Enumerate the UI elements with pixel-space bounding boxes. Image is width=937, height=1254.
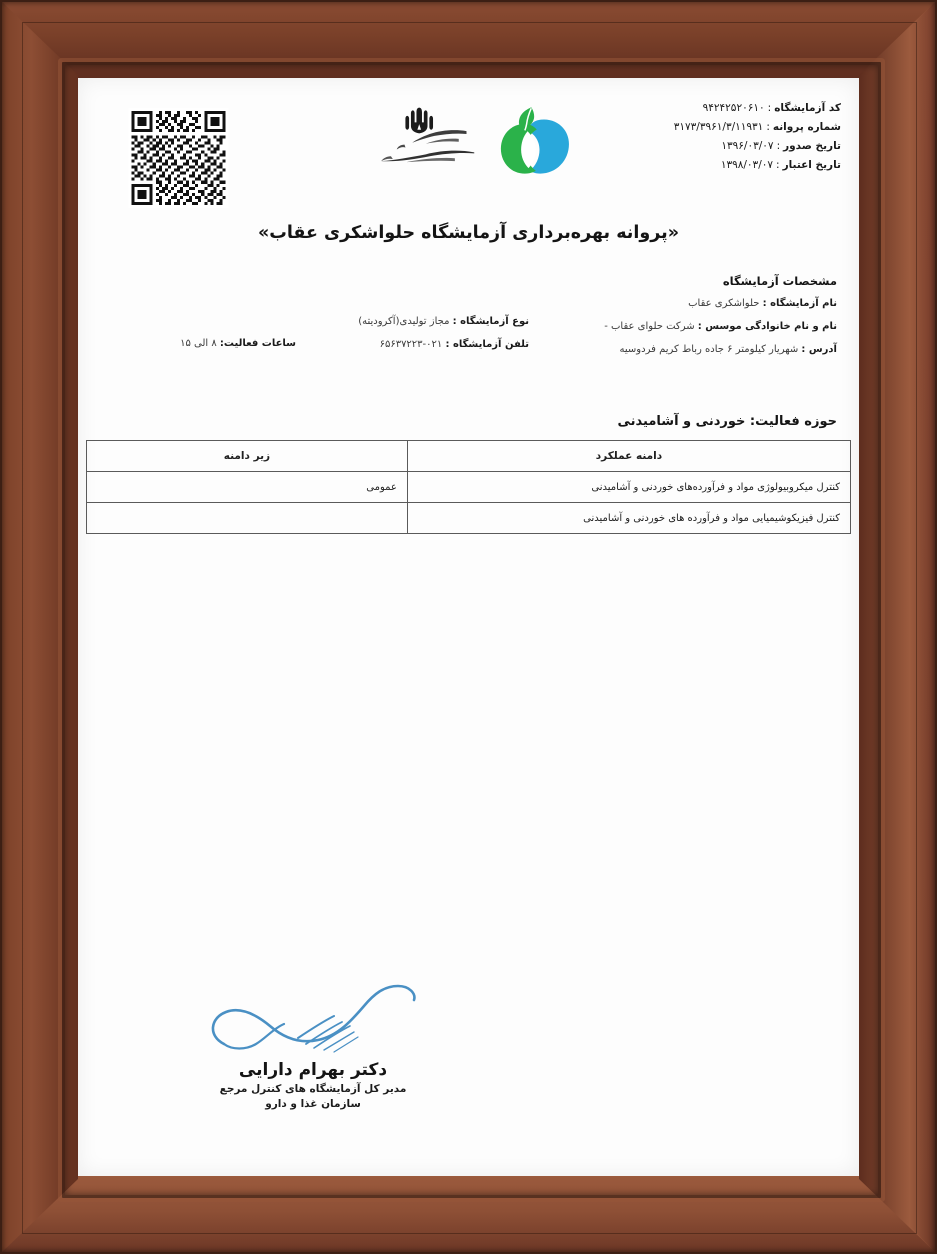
scope-table-head: [87, 441, 851, 472]
qr-code-icon[interactable]: [125, 108, 232, 208]
column-header-subdomain: زیر دامنه: [87, 441, 408, 472]
meta-label-lab-code: کد آزمایشگاه: [774, 102, 841, 114]
frame-bevel-right: [859, 0, 937, 1254]
certificate-document: [78, 78, 859, 1176]
signer-role-line2: سازمان غذا و دارو: [265, 1098, 361, 1111]
spec-lab-type-label: نوع آزمایشگاه :: [452, 316, 529, 327]
meta-row-expiry-date: [581, 160, 841, 171]
spec-lab-name: [537, 298, 837, 309]
meta-label-license-number: شماره پروانه: [772, 121, 841, 133]
meta-label-expiry-date: تاریخ اعتبار: [782, 159, 841, 171]
spec-lab-name-label: نام آزمایشگاه :: [762, 298, 837, 309]
meta-value-issue-date: ۱۳۹۶/۰۳/۰۷: [721, 140, 774, 152]
frame-bevel-bottom: [0, 1176, 937, 1254]
spec-address: [537, 344, 837, 355]
meta-value-lab-code: ۹۴۲۴۲۵۲۰۶۱۰: [702, 102, 765, 114]
meta-colon: :: [767, 102, 772, 114]
fda-apple-logo-icon: [488, 100, 580, 192]
meta-value-expiry-date: ۱۳۹۸/۰۳/۰۷: [720, 159, 774, 171]
meta-value-license-number: ۳۱۷۳/۳۹۶۱/۳/۱۱۹۳۱: [673, 121, 764, 133]
iran-emblem-svg: [360, 102, 480, 164]
frame-bevel-top: [0, 0, 937, 78]
qr-code-svg: [125, 108, 232, 208]
signer-role: [178, 1082, 448, 1112]
spec-address-value: شهریار کیلومتر ۶ جاده رباط کریم فردوسیه: [619, 344, 799, 355]
spec-founder-value: شرکت حلوای عقاب -: [604, 321, 695, 332]
cell-domain: کنترل میکروبیولوژی مواد و فرآورده‌های خوردنی و آشامیدنی: [407, 472, 850, 503]
spec-lab-type-value: مجاز تولیدی(آکرودیته): [358, 316, 450, 327]
signer-role-line1: مدیر کل آزمایشگاه های کنترل مرجع: [219, 1083, 407, 1095]
specs-heading: مشخصات آزمایشگاه: [722, 274, 837, 288]
spec-hours-value: ۸ الی ۱۵: [180, 338, 217, 349]
spec-founder: [537, 321, 837, 332]
signature-block: [178, 978, 448, 1112]
spec-founder-label: نام و نام خانوادگی موسس :: [697, 321, 837, 332]
spec-hours-label: ساعات فعالیت:: [219, 338, 296, 349]
certificate-meta-block: [581, 103, 841, 179]
spec-lab-name-value: حلواشکری عقاب: [688, 298, 760, 309]
column-header-domain: دامنه عملکرد: [407, 441, 850, 472]
specs-column-right: [537, 298, 837, 367]
fda-logo-svg: [488, 100, 580, 192]
signature-svg: [188, 978, 438, 1064]
meta-colon: :: [776, 140, 781, 152]
meta-colon: :: [766, 121, 770, 133]
scope-table-body: [87, 472, 851, 534]
spec-address-label: آدرس :: [801, 344, 837, 355]
cell-subdomain: عمومی: [87, 472, 408, 503]
scope-heading: حوزه فعالیت: خوردنی و آشامیدنی: [617, 414, 837, 429]
cell-domain: کنترل فیزیکوشیمیایی مواد و فرآورده های خوردنی و آشامیدنی: [407, 503, 850, 534]
specs-column-far-left: [116, 338, 296, 361]
meta-colon: :: [776, 159, 780, 171]
handwritten-signature-icon: [178, 978, 448, 1064]
meta-row-issue-date: [581, 141, 841, 152]
spec-phone-value: ۰۲۱-۶۵۶۳۷۲۲۳: [379, 339, 443, 350]
page-title: «پروانه بهره‌برداری آزمایشگاه حلواشکری عقاب»: [257, 223, 680, 243]
meta-row-license-number: [581, 122, 841, 133]
meta-label-issue-date: تاریخ صدور: [783, 140, 841, 152]
spec-hours: [116, 338, 296, 349]
scope-table: [86, 440, 851, 534]
table-row: [87, 503, 851, 534]
table-row: [87, 472, 851, 503]
meta-row-lab-code: [581, 103, 841, 114]
table-header-row: [87, 441, 851, 472]
frame-bevel-left: [0, 0, 78, 1254]
cell-subdomain: [87, 503, 408, 534]
logos-group: [360, 100, 580, 200]
signer-name: دکتر بهرام دارایی: [238, 1060, 388, 1080]
document-header: [78, 78, 859, 198]
iran-emblem-logo-icon: [360, 102, 480, 202]
spec-phone-label: تلفن آزمایشگاه :: [445, 339, 529, 350]
spec-lab-type: [229, 316, 529, 327]
